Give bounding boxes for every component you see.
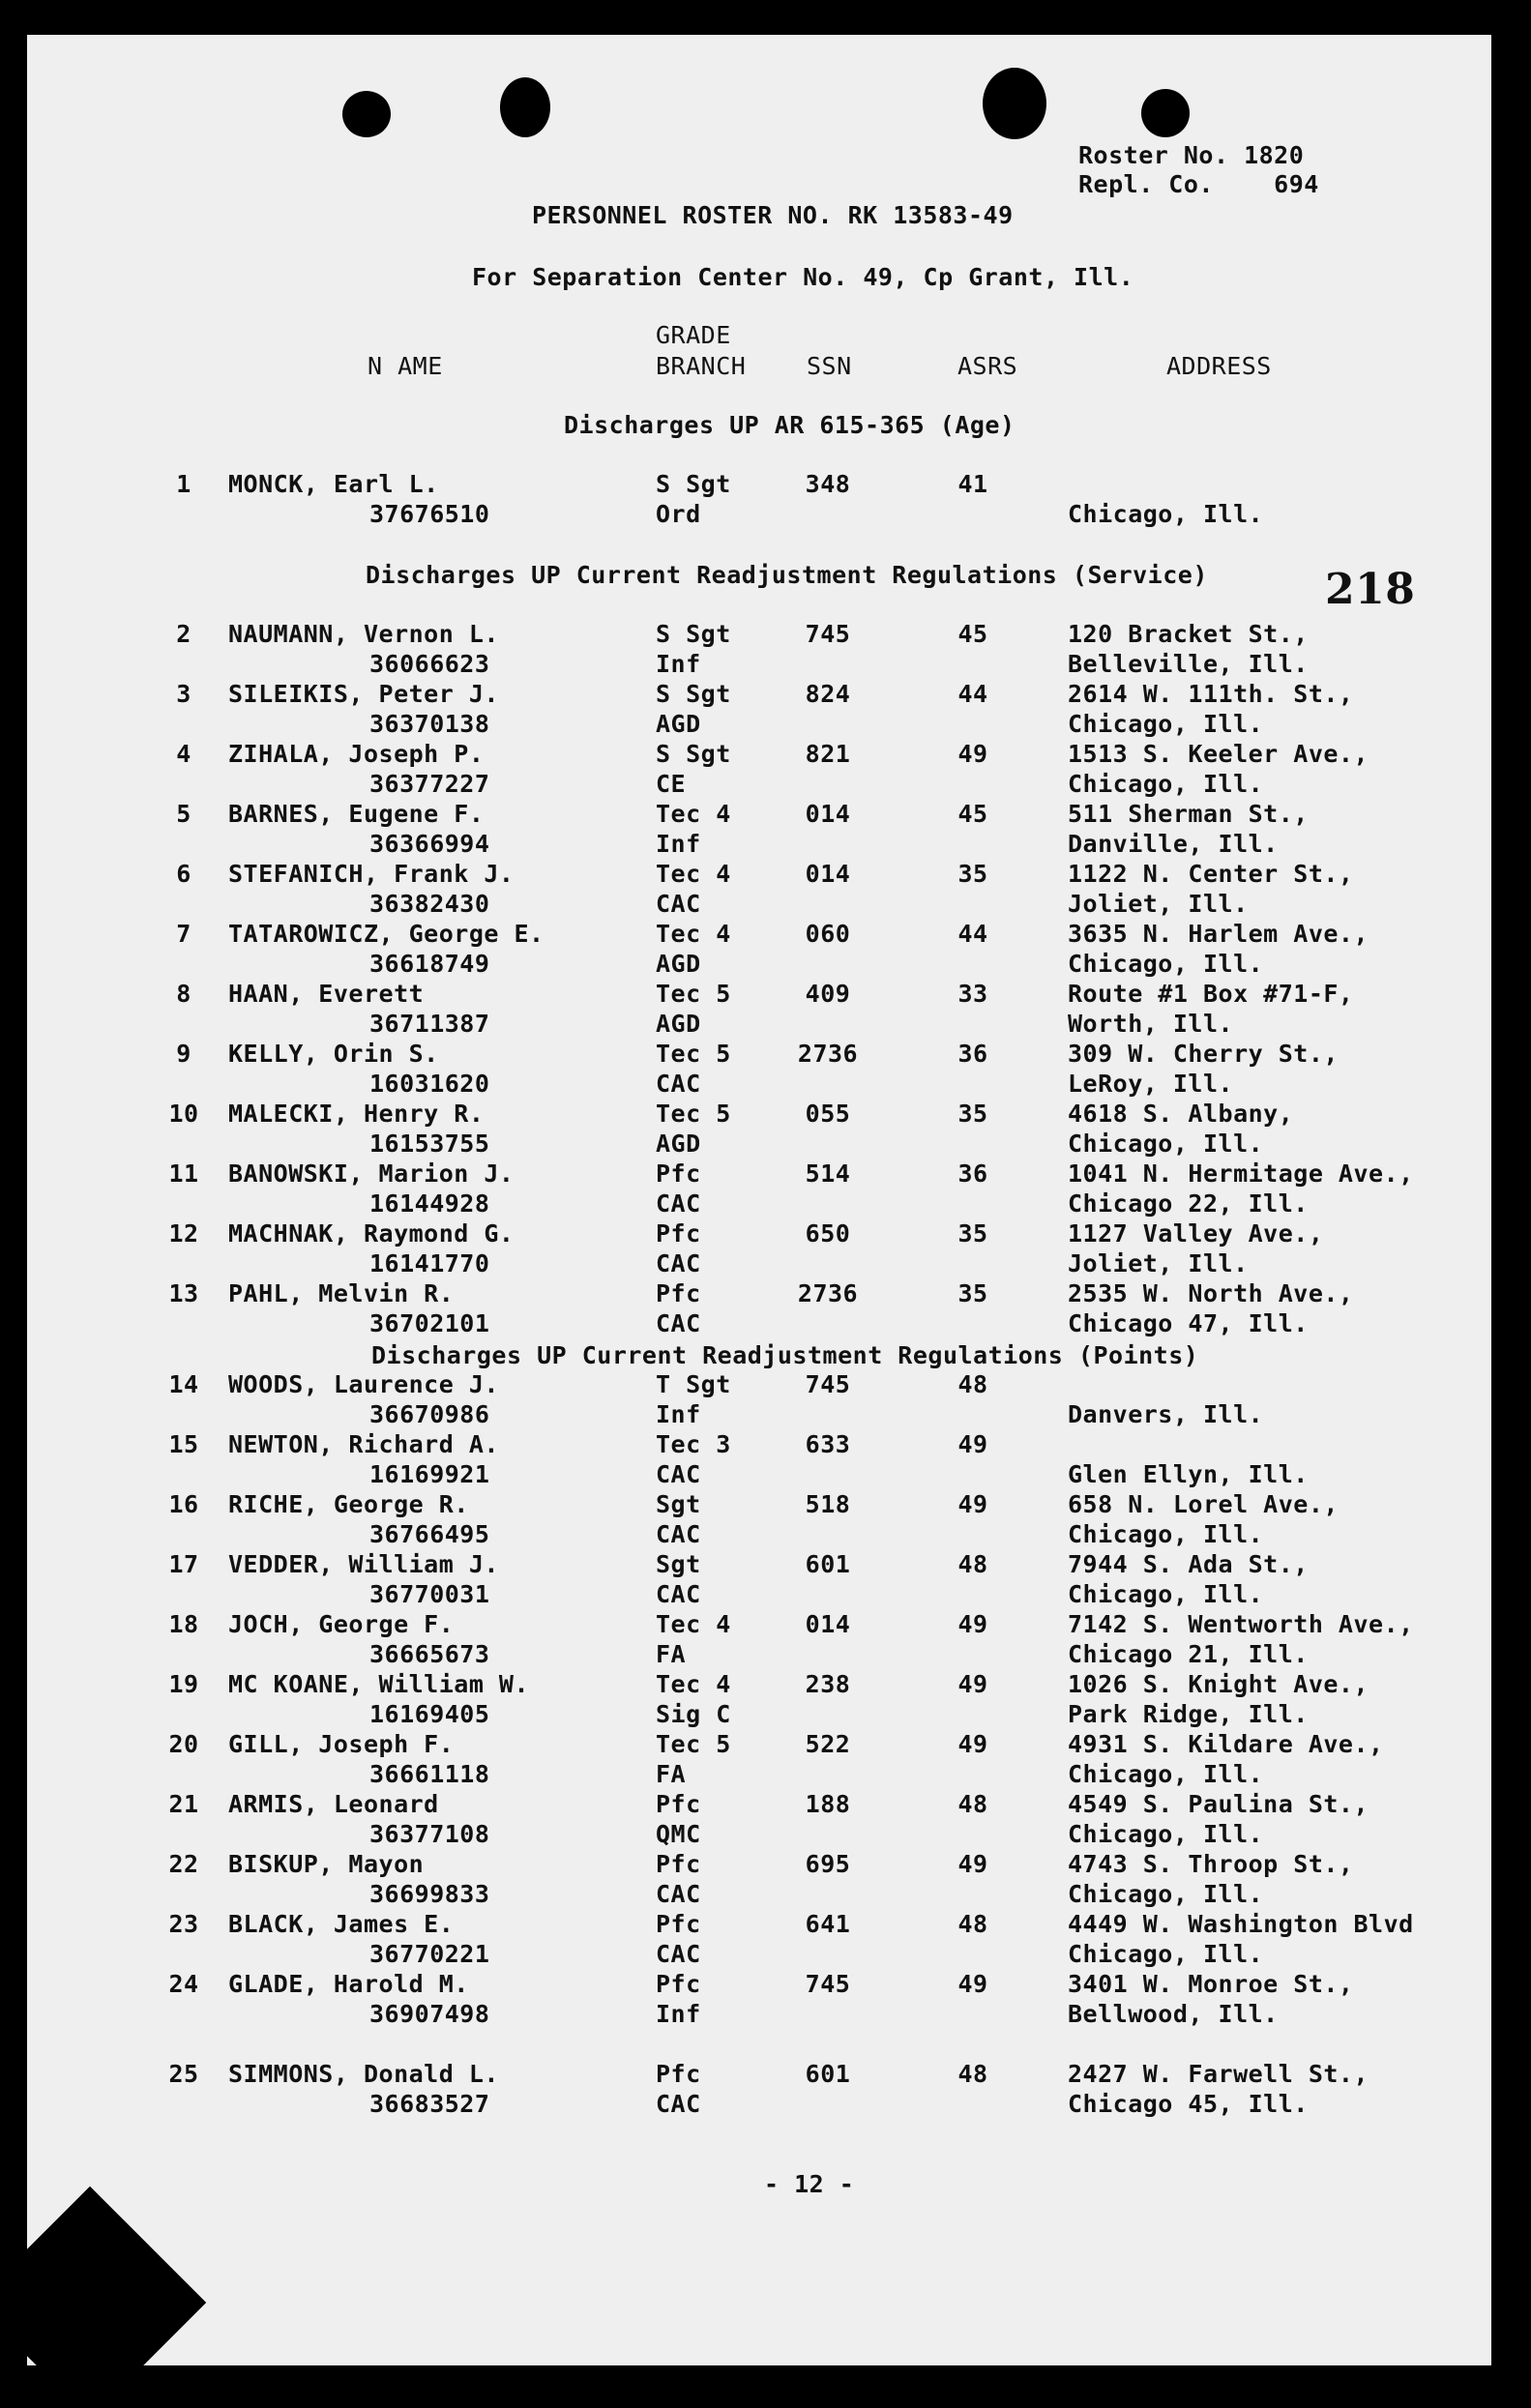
page-number: - 12 - (764, 2170, 855, 2198)
column-header-address: ADDRESS (1166, 352, 1272, 380)
entry-number: 24 (168, 1970, 199, 1998)
entry-address-line2: Chicago, Ill. (1068, 950, 1264, 978)
entry-number: 4 (176, 740, 191, 768)
entry-name: VEDDER, William J. (228, 1550, 499, 1578)
entry-ssn: 188 (805, 1790, 851, 1818)
entry-grade: S Sgt (656, 680, 731, 708)
entry-number: 25 (168, 2060, 199, 2088)
entry-number: 2 (176, 620, 191, 648)
entry-address-line1: 1127 Valley Ave., (1068, 1219, 1324, 1248)
entry-serial: 36907498 (369, 2000, 490, 2028)
entry-branch: CAC (656, 1880, 701, 1908)
entry-ssn: 014 (805, 800, 851, 828)
entry-name: BARNES, Eugene F. (228, 800, 485, 828)
entry-address-line1: 120 Bracket St., (1068, 620, 1309, 648)
entry-name: GILL, Joseph F. (228, 1730, 455, 1758)
roster-number: Roster No. 1820 (1078, 141, 1305, 169)
replacement-company: Repl. Co. 694 (1078, 170, 1319, 198)
entry-asrs: 49 (957, 1970, 988, 1998)
entry-name: RICHE, George R. (228, 1490, 469, 1518)
entry-number: 5 (176, 800, 191, 828)
entry-address-line2: Chicago, Ill. (1068, 1760, 1264, 1788)
section-heading: Discharges UP AR 615-365 (Age) (564, 411, 1016, 439)
entry-grade: Tec 5 (656, 1100, 731, 1128)
entry-ssn: 695 (805, 1850, 851, 1878)
entry-grade: S Sgt (656, 470, 731, 498)
entry-ssn: 650 (805, 1219, 851, 1248)
entry-address-line1: 1513 S. Keeler Ave., (1068, 740, 1369, 768)
entry-address-line1: 3635 N. Harlem Ave., (1068, 920, 1369, 948)
entry-address-line2: Chicago, Ill. (1068, 1820, 1264, 1848)
entry-asrs: 44 (957, 920, 988, 948)
entry-address-line2: Joliet, Ill. (1068, 1249, 1249, 1277)
entry-ssn: 409 (805, 980, 851, 1008)
entry-serial: 36661118 (369, 1760, 490, 1788)
entry-branch: AGD (656, 710, 701, 738)
entry-ssn: 641 (805, 1910, 851, 1938)
entry-ssn: 014 (805, 1610, 851, 1638)
entry-ssn: 745 (805, 1370, 851, 1398)
entry-branch: CAC (656, 1580, 701, 1608)
torn-corner (27, 2187, 206, 2365)
entry-branch: FA (656, 1760, 687, 1788)
column-header-name: N AME (368, 352, 443, 380)
entry-ssn: 060 (805, 920, 851, 948)
entry-name: NAUMANN, Vernon L. (228, 620, 499, 648)
entry-branch: CAC (656, 890, 701, 918)
entry-name: SIMMONS, Donald L. (228, 2060, 499, 2088)
section-heading: Discharges UP Current Readjustment Regulations (Service) (366, 561, 1208, 589)
entry-asrs: 45 (957, 620, 988, 648)
entry-address-line1: 658 N. Lorel Ave., (1068, 1490, 1339, 1518)
entry-grade: S Sgt (656, 740, 731, 768)
entry-address-line2: Worth, Ill. (1068, 1010, 1234, 1038)
entry-address-line1: 4618 S. Albany, (1068, 1100, 1294, 1128)
entry-grade: Pfc (656, 1910, 701, 1938)
entry-address-line1: 4449 W. Washington Blvd (1068, 1910, 1414, 1938)
entry-branch: AGD (656, 1010, 701, 1038)
entry-address-line2: Chicago, Ill. (1068, 1880, 1264, 1908)
entry-name: KELLY, Orin S. (228, 1040, 439, 1068)
entry-grade: Tec 4 (656, 800, 731, 828)
entry-address-line1: 4931 S. Kildare Ave., (1068, 1730, 1384, 1758)
entry-number: 7 (176, 920, 191, 948)
entry-name: STEFANICH, Frank J. (228, 860, 515, 888)
entry-asrs: 33 (957, 980, 988, 1008)
entry-number: 16 (168, 1490, 199, 1518)
entry-number: 23 (168, 1910, 199, 1938)
entry-address-line2: Belleville, Ill. (1068, 650, 1309, 678)
entry-branch: CAC (656, 2090, 701, 2118)
entry-ssn: 601 (805, 2060, 851, 2088)
entry-asrs: 35 (957, 860, 988, 888)
entry-address-line1: 3401 W. Monroe St., (1068, 1970, 1354, 1998)
entry-address-line2: Chicago 45, Ill. (1068, 2090, 1309, 2118)
entry-address-line1: 1041 N. Hermitage Ave., (1068, 1160, 1414, 1188)
entry-number: 22 (168, 1850, 199, 1878)
entry-name: TATAROWICZ, George E. (228, 920, 545, 948)
entry-ssn: 514 (805, 1160, 851, 1188)
entry-serial: 36766495 (369, 1520, 490, 1548)
entry-address-line2: Chicago, Ill. (1068, 1520, 1264, 1548)
entry-branch: CAC (656, 1940, 701, 1968)
entry-branch: Sig C (656, 1700, 731, 1728)
entry-branch: CAC (656, 1070, 701, 1098)
entry-asrs: 36 (957, 1160, 988, 1188)
entry-number: 15 (168, 1430, 199, 1458)
entry-number: 20 (168, 1730, 199, 1758)
section-heading: Discharges UP Current Readjustment Regulations (Points) (371, 1341, 1199, 1369)
entry-branch: Inf (656, 830, 701, 858)
entry-address-line2: Chicago, Ill. (1068, 500, 1264, 528)
entry-address-line1: 511 Sherman St., (1068, 800, 1309, 828)
entry-serial: 16169921 (369, 1460, 490, 1488)
entry-address-line1: 1026 S. Knight Ave., (1068, 1670, 1369, 1698)
entry-asrs: 35 (957, 1219, 988, 1248)
entry-address-line2: Glen Ellyn, Ill. (1068, 1460, 1309, 1488)
entry-asrs: 36 (957, 1040, 988, 1068)
entry-asrs: 48 (957, 1790, 988, 1818)
entry-branch: CAC (656, 1249, 701, 1277)
entry-name: BLACK, James E. (228, 1910, 455, 1938)
entry-serial: 36770031 (369, 1580, 490, 1608)
entry-name: PAHL, Melvin R. (228, 1279, 455, 1307)
entry-name: SILEIKIS, Peter J. (228, 680, 499, 708)
entry-address-line2: LeRoy, Ill. (1068, 1070, 1234, 1098)
entry-address-line2: Chicago, Ill. (1068, 1940, 1264, 1968)
entry-name: GLADE, Harold M. (228, 1970, 469, 1998)
entry-address-line2: Chicago, Ill. (1068, 1130, 1264, 1158)
entry-ssn: 2736 (797, 1040, 859, 1068)
entry-serial: 16144928 (369, 1189, 490, 1218)
entry-ssn: 633 (805, 1430, 851, 1458)
entry-serial: 36370138 (369, 710, 490, 738)
entry-serial: 36366994 (369, 830, 490, 858)
entry-asrs: 44 (957, 680, 988, 708)
entry-branch: Inf (656, 2000, 701, 2028)
entry-number: 9 (176, 1040, 191, 1068)
entry-branch: AGD (656, 1130, 701, 1158)
entry-number: 14 (168, 1370, 199, 1398)
entry-branch: FA (656, 1640, 687, 1668)
entry-asrs: 48 (957, 1550, 988, 1578)
entry-grade: Pfc (656, 1850, 701, 1878)
entry-grade: Pfc (656, 1970, 701, 1998)
entry-number: 8 (176, 980, 191, 1008)
entry-serial: 36382430 (369, 890, 490, 918)
entry-number: 18 (168, 1610, 199, 1638)
entry-address-line2: Chicago, Ill. (1068, 710, 1264, 738)
entry-grade: Pfc (656, 1790, 701, 1818)
entry-name: HAAN, Everett (228, 980, 425, 1008)
column-header-grade: GRADE (656, 321, 731, 349)
entry-grade: Pfc (656, 1279, 701, 1307)
entry-asrs: 45 (957, 800, 988, 828)
entry-serial: 36618749 (369, 950, 490, 978)
entry-asrs: 49 (957, 1670, 988, 1698)
entry-address-line2: Chicago 21, Ill. (1068, 1640, 1309, 1668)
entry-address-line2: Danvers, Ill. (1068, 1400, 1264, 1428)
entry-ssn: 2736 (797, 1279, 859, 1307)
entry-asrs: 49 (957, 1490, 988, 1518)
entry-ssn: 601 (805, 1550, 851, 1578)
column-header-branch: BRANCH (656, 352, 747, 380)
entry-serial: 36683527 (369, 2090, 490, 2118)
entry-serial: 36670986 (369, 1400, 490, 1428)
entry-ssn: 824 (805, 680, 851, 708)
entry-grade: Tec 4 (656, 860, 731, 888)
entry-ssn: 821 (805, 740, 851, 768)
entry-asrs: 35 (957, 1100, 988, 1128)
entry-name: BANOWSKI, Marion J. (228, 1160, 515, 1188)
entry-address-line2: Chicago, Ill. (1068, 1580, 1264, 1608)
entry-serial: 36699833 (369, 1880, 490, 1908)
handwritten-page-mark: 218 (1325, 565, 1416, 614)
entry-asrs: 49 (957, 1430, 988, 1458)
entry-address-line1: 4743 S. Throop St., (1068, 1850, 1354, 1878)
column-header-ssn: SSN (807, 352, 852, 380)
entry-serial: 36702101 (369, 1309, 490, 1337)
entry-name: BISKUP, Mayon (228, 1850, 425, 1878)
entry-serial: 36066623 (369, 650, 490, 678)
entry-asrs: 48 (957, 1910, 988, 1938)
page-subtitle: For Separation Center No. 49, Cp Grant, Ill. (472, 263, 1134, 291)
entry-branch: QMC (656, 1820, 701, 1848)
entry-address-line2: Chicago 22, Ill. (1068, 1189, 1309, 1218)
entry-ssn: 518 (805, 1490, 851, 1518)
entry-branch: Inf (656, 1400, 701, 1428)
entry-grade: T Sgt (656, 1370, 731, 1398)
entry-name: NEWTON, Richard A. (228, 1430, 499, 1458)
entry-ssn: 055 (805, 1100, 851, 1128)
entry-grade: Pfc (656, 1219, 701, 1248)
entry-grade: Tec 5 (656, 980, 731, 1008)
entry-name: ZIHALA, Joseph P. (228, 740, 485, 768)
entry-branch: CE (656, 770, 687, 798)
entry-serial: 36377108 (369, 1820, 490, 1848)
entry-name: MACHNAK, Raymond G. (228, 1219, 515, 1248)
entry-serial: 16153755 (369, 1130, 490, 1158)
entry-serial: 36377227 (369, 770, 490, 798)
punch-hole (342, 91, 391, 137)
entry-asrs: 49 (957, 1850, 988, 1878)
punch-hole (1141, 89, 1190, 137)
entry-grade: Pfc (656, 2060, 701, 2088)
entry-number: 6 (176, 860, 191, 888)
entry-grade: Tec 4 (656, 1610, 731, 1638)
entry-ssn: 745 (805, 620, 851, 648)
entry-ssn: 238 (805, 1670, 851, 1698)
entry-number: 10 (168, 1100, 199, 1128)
punch-hole (500, 77, 550, 137)
entry-serial: 36665673 (369, 1640, 490, 1668)
entry-address-line2: Park Ridge, Ill. (1068, 1700, 1309, 1728)
entry-ssn: 745 (805, 1970, 851, 1998)
entry-number: 13 (168, 1279, 199, 1307)
punch-hole (983, 68, 1046, 139)
entry-branch: CAC (656, 1460, 701, 1488)
entry-branch: Ord (656, 500, 701, 528)
entry-serial: 37676510 (369, 500, 490, 528)
entry-address-line2: Joliet, Ill. (1068, 890, 1249, 918)
entry-ssn: 014 (805, 860, 851, 888)
entry-address-line1: 1122 N. Center St., (1068, 860, 1354, 888)
entry-grade: Pfc (656, 1160, 701, 1188)
entry-asrs: 48 (957, 2060, 988, 2088)
entry-asrs: 48 (957, 1370, 988, 1398)
entry-address-line1: 2535 W. North Ave., (1068, 1279, 1354, 1307)
entry-address-line1: Route #1 Box #71-F, (1068, 980, 1354, 1008)
entry-number: 11 (168, 1160, 199, 1188)
entry-branch: CAC (656, 1309, 701, 1337)
entry-address-line2: Bellwood, Ill. (1068, 2000, 1279, 2028)
entry-asrs: 41 (957, 470, 988, 498)
entry-address-line1: 7142 S. Wentworth Ave., (1068, 1610, 1414, 1638)
entry-number: 19 (168, 1670, 199, 1698)
entry-address-line2: Chicago 47, Ill. (1068, 1309, 1309, 1337)
entry-number: 17 (168, 1550, 199, 1578)
entry-asrs: 35 (957, 1279, 988, 1307)
entry-serial: 36711387 (369, 1010, 490, 1038)
entry-name: MALECKI, Henry R. (228, 1100, 485, 1128)
entry-asrs: 49 (957, 1730, 988, 1758)
page-title: PERSONNEL ROSTER NO. RK 13583-49 (532, 201, 1014, 229)
entry-grade: Tec 4 (656, 1670, 731, 1698)
entry-address-line1: 2614 W. 111th. St., (1068, 680, 1354, 708)
entry-grade: Sgt (656, 1550, 701, 1578)
entry-serial: 16141770 (369, 1249, 490, 1277)
entry-address-line1: 309 W. Cherry St., (1068, 1040, 1339, 1068)
entry-name: WOODS, Laurence J. (228, 1370, 499, 1398)
entry-grade: Tec 3 (656, 1430, 731, 1458)
entry-serial: 16169405 (369, 1700, 490, 1728)
entry-number: 3 (176, 680, 191, 708)
entry-grade: Tec 4 (656, 920, 731, 948)
entry-grade: Tec 5 (656, 1040, 731, 1068)
entry-ssn: 522 (805, 1730, 851, 1758)
entry-address-line2: Danville, Ill. (1068, 830, 1279, 858)
entry-asrs: 49 (957, 740, 988, 768)
entry-number: 1 (176, 470, 191, 498)
entry-name: MONCK, Earl L. (228, 470, 439, 498)
entry-name: JOCH, George F. (228, 1610, 455, 1638)
entry-address-line1: 2427 W. Farwell St., (1068, 2060, 1369, 2088)
entry-branch: CAC (656, 1520, 701, 1548)
entry-branch: CAC (656, 1189, 701, 1218)
entry-name: MC KOANE, William W. (228, 1670, 530, 1698)
entry-serial: 16031620 (369, 1070, 490, 1098)
entry-number: 12 (168, 1219, 199, 1248)
column-header-asrs: ASRS (957, 352, 1018, 380)
entry-branch: Inf (656, 650, 701, 678)
entry-serial: 36770221 (369, 1940, 490, 1968)
entry-asrs: 49 (957, 1610, 988, 1638)
entry-grade: S Sgt (656, 620, 731, 648)
entry-grade: Tec 5 (656, 1730, 731, 1758)
entry-ssn: 348 (805, 470, 851, 498)
entry-address-line2: Chicago, Ill. (1068, 770, 1264, 798)
entry-branch: AGD (656, 950, 701, 978)
entry-address-line1: 4549 S. Paulina St., (1068, 1790, 1369, 1818)
entry-grade: Sgt (656, 1490, 701, 1518)
entry-number: 21 (168, 1790, 199, 1818)
entry-name: ARMIS, Leonard (228, 1790, 439, 1818)
entry-address-line1: 7944 S. Ada St., (1068, 1550, 1309, 1578)
